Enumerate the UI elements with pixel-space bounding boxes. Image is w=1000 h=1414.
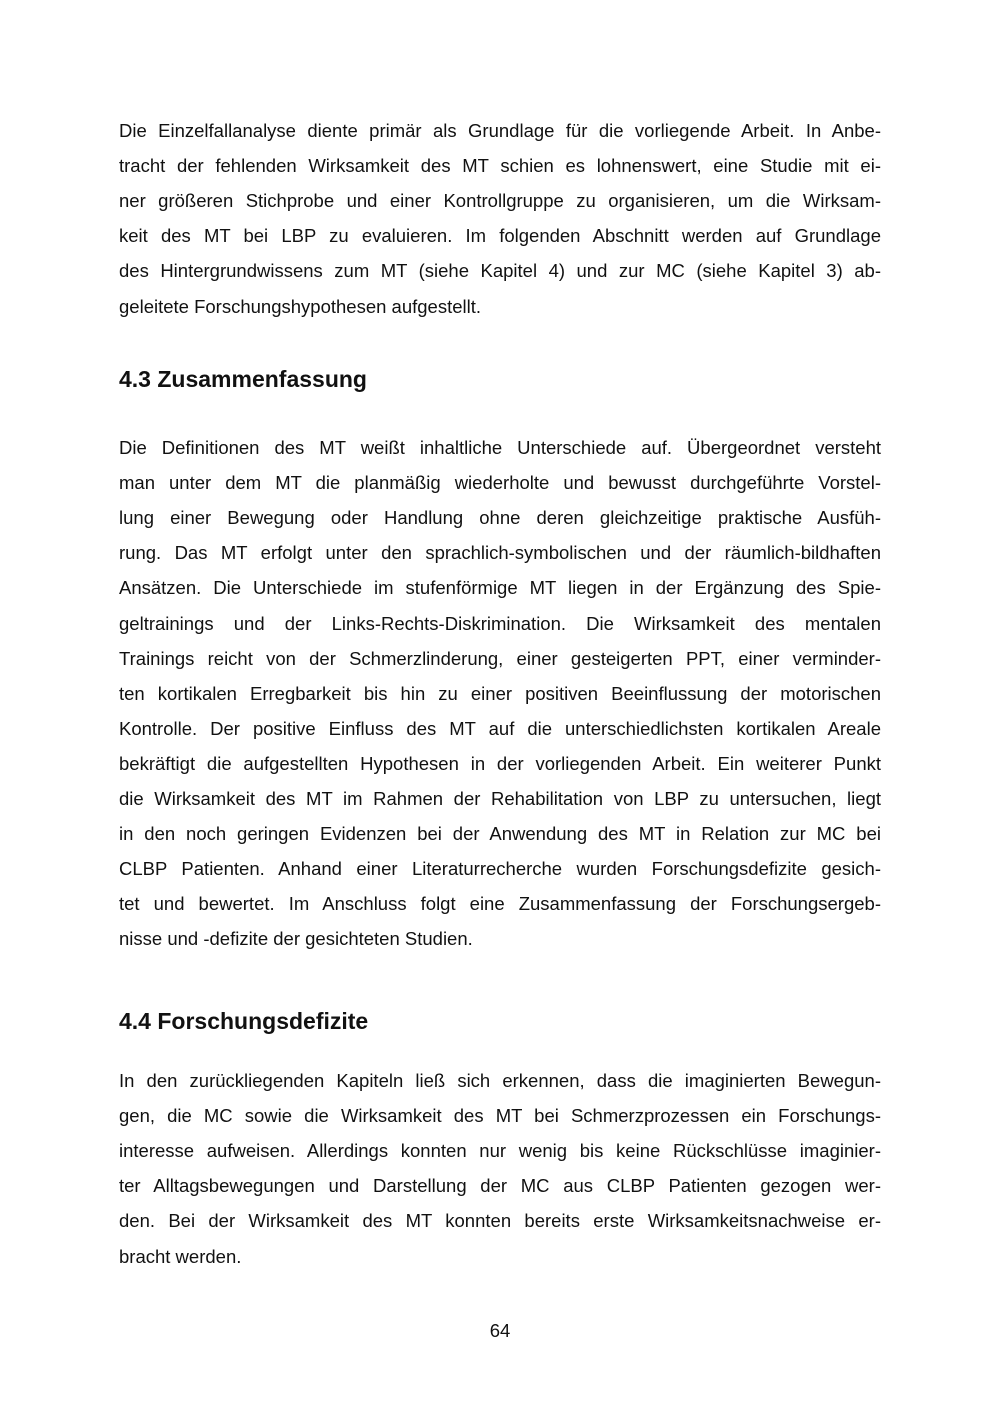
section-heading-4-4: 4.4 Forschungsdefizite [119,1008,369,1034]
text-line: ter Alltagsbewegungen und Darstellung der MC aus CLBP Patienten gezogen wer- [119,1175,881,1197]
text-line: ten kortikalen Erregbarkeit bis hin zu einer positiven Beeinflussung der motorischen [119,682,881,704]
text-line: Ansätzen. Die Unterschiede im stufenförmige MT liegen in der Ergänzung des Spie- [119,577,881,599]
text-line: Trainings reicht von der Schmerzlinderung, einer gesteigerten PPT, einer verminder- [119,647,881,669]
text-line: lung einer Bewegung oder Handlung ohne deren gleichzeitige praktische Ausfüh- [119,507,881,529]
text-line: Die Einzelfallanalyse diente primär als Grundlage für die vorliegende Arbeit. In Anbe- [119,120,881,141]
text-line: man unter dem MT die planmäßig wiederholte und bewusst durchgeführte Vorstel- [119,472,881,494]
text-line: geltrainings und der Links-Rechts-Diskrimination. Die Wirksamkeit des mentalen [119,612,881,634]
text-line: rung. Das MT erfolgt unter den sprachlich-symbolischen und der räumlich-bildhaften [119,542,881,564]
text-line: des Hintergrundwissens zum MT (siehe Kapitel 4) und zur MC (siehe Kapitel 3) ab- [119,260,881,282]
text-line: ner größeren Stichprobe und einer Kontrollgruppe zu organisieren, um die Wirksam- [119,190,881,212]
text-line: nisse und -defizite der gesichteten Studien. [119,928,473,950]
section-heading-4-3: 4.3 Zusammenfassung [119,366,367,392]
text-line: bracht werden. [119,1245,242,1267]
text-line: bekräftigt die aufgestellten Hypothesen in der vorliegenden Arbeit. Ein weiterer Punkt [119,752,881,774]
text-line: Kontrolle. Der positive Einfluss des MT auf die unterschiedlichsten kortikalen Areale [119,717,881,739]
text-line: geleitete Forschungshypothesen aufgestellt. [119,295,482,317]
text-line: gen, die MC sowie die Wirksamkeit des MT bei Schmerzprozessen ein Forschungs- [119,1105,881,1127]
text-line: in den noch geringen Evidenzen bei der Anwendung des MT in Relation zur MC bei [119,823,881,845]
text-line: die Wirksamkeit des MT im Rahmen der Rehabilitation von LBP zu untersuchen, liegt [119,788,881,809]
text-line: tet und bewertet. Im Anschluss folgt eine Zusammenfassung der Forschungsergeb- [119,893,881,915]
page-number: 64 [489,1320,511,1341]
text-line: Die Definitionen des MT weißt inhaltliche Unterschiede auf. Übergeordnet versteht [119,437,881,458]
text-line: den. Bei der Wirksamkeit des MT konnten bereits erste Wirksamkeitsnachweise er- [119,1210,881,1232]
text-line: In den zurückliegenden Kapiteln ließ sich erkennen, dass die imaginierten Bewegun- [119,1070,881,1091]
text-line: interesse aufweisen. Allerdings konnten nur wenig bis keine Rückschlüsse imaginier- [119,1140,881,1162]
text-line: tracht der fehlenden Wirksamkeit des MT schien es lohnenswert, eine Studie mit ei- [119,155,881,177]
text-line: CLBP Patienten. Anhand einer Literaturrecherche wurden Forschungsdefizite gesich- [119,858,881,880]
text-line: keit des MT bei LBP zu evaluieren. Im folgenden Abschnitt werden auf Grundlage [119,225,881,247]
